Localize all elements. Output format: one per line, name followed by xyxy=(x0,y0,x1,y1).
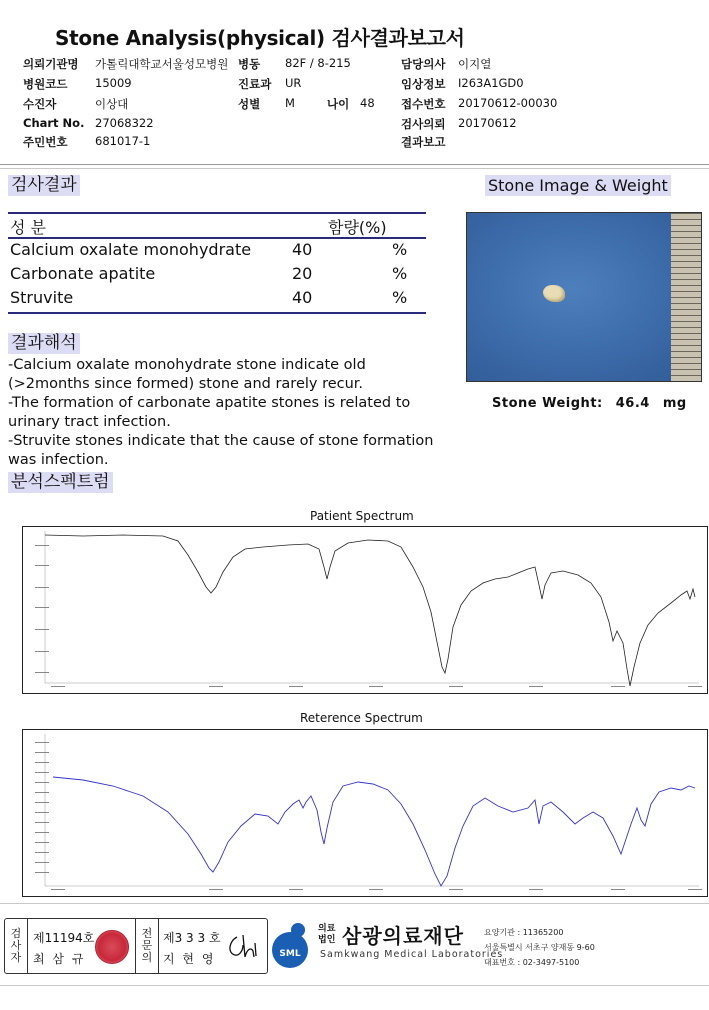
sex-label: 성별 xyxy=(238,97,261,111)
receipt-label: 접수번호 xyxy=(401,97,446,111)
specialist-number: 제3 3 3 호 xyxy=(163,931,221,945)
dept-value: UR xyxy=(285,76,302,90)
inspector-number: 제11194호 xyxy=(33,931,95,945)
results-rule-mid xyxy=(8,237,426,239)
inspector-seal xyxy=(95,930,129,964)
patient-spectrum-line xyxy=(45,535,695,686)
interpretation-line: -Struvite stones indicate that the cause of stone formation xyxy=(8,433,434,449)
inspector-name: 최 삼 규 xyxy=(33,952,86,966)
result-name: Calcium oxalate monohydrate xyxy=(10,240,252,259)
org-prefix xyxy=(318,924,335,946)
request-label: 검사의뢰 xyxy=(401,117,446,131)
result-unit: % xyxy=(392,240,408,259)
org-name: 삼광의료재단 xyxy=(342,924,464,948)
sml-logo-icon xyxy=(268,920,312,972)
interpretation-line: was infection. xyxy=(8,452,109,468)
interpretation-text xyxy=(8,356,448,470)
stone-specimen xyxy=(543,285,565,302)
org-phone: 대표번호 : 02-3497-5100 xyxy=(484,958,580,967)
clinical-label: 임상정보 xyxy=(401,77,446,91)
interpretation-section-title: 결과해석 xyxy=(8,333,80,354)
spectrum-divider xyxy=(0,903,709,904)
reference-axis-ticks xyxy=(45,734,699,886)
request-value: 20170612 xyxy=(458,116,517,130)
results-rule-bottom xyxy=(8,312,426,314)
ruler-scale xyxy=(671,213,701,381)
hospital-code-value: 15009 xyxy=(95,76,132,90)
hospital-code-label: 병원코드 xyxy=(23,77,68,91)
sex-value: M xyxy=(285,96,295,110)
patient-spectrum-svg xyxy=(23,527,707,693)
header-divider xyxy=(0,164,709,165)
report-title: Stone Analysis(physical) 검사결과보고서 xyxy=(55,26,465,50)
reference-spectrum-chart xyxy=(22,729,708,897)
interpretation-line: urinary tract infection. xyxy=(8,414,171,430)
stone-photo xyxy=(466,212,702,382)
care-org-number: 요양기관 : 11365200 xyxy=(484,928,564,937)
signature-box xyxy=(4,918,268,974)
specialist-role-char: 의 xyxy=(141,951,153,964)
patient-axis-ticks xyxy=(45,531,699,683)
institution-label: 의뢰기관명 xyxy=(23,57,79,71)
institution-value: 가톨릭대학교서울성모병원 xyxy=(95,57,229,71)
ward-value: 82F / 8-215 xyxy=(285,56,351,70)
result-value: 40 xyxy=(292,240,313,259)
org-contact xyxy=(484,925,595,970)
reference-spectrum-svg xyxy=(23,730,707,896)
patient-tick-marks xyxy=(35,545,702,687)
inspector-role-cell xyxy=(5,919,28,973)
specialist-role-char: 문 xyxy=(141,939,153,952)
result-name: Struvite xyxy=(10,288,74,307)
col-component-header: 성 분 xyxy=(10,218,46,237)
doctor-label: 담당의사 xyxy=(401,57,446,71)
stone-weight-label: Stone Weight: xyxy=(492,396,603,411)
rrn-label: 주민번호 xyxy=(23,135,68,149)
reference-tick-marks xyxy=(35,742,702,890)
result-unit: % xyxy=(392,288,408,307)
rrn-value: 681017-1 xyxy=(95,134,151,148)
org-address: 서울특별시 서초구 양재동 9-60 xyxy=(484,943,595,952)
org-english-name: Samkwang Medical Laboratories xyxy=(320,949,504,960)
interpretation-line: -The formation of carbonate apatite stones is related to xyxy=(8,395,411,411)
patient-spectrum-title: Patient Spectrum xyxy=(310,509,414,523)
inspector-role-char: 자 xyxy=(10,951,22,964)
inspector-role-char: 검 xyxy=(10,927,22,940)
header-divider-2 xyxy=(0,168,709,169)
clinical-value: I263A1GD0 xyxy=(458,76,524,90)
stone-weight-unit: mg xyxy=(662,396,687,411)
receipt-value: 20170612-00030 xyxy=(458,96,558,110)
chart-value: 27068322 xyxy=(95,116,154,130)
specialist-role-cell xyxy=(135,919,159,973)
patient-spectrum-chart xyxy=(22,526,708,694)
reference-spectrum-title: Reterence Spectrum xyxy=(300,711,423,725)
org-prefix-top: 의료 xyxy=(318,924,336,934)
specialist-name: 지 현 영 xyxy=(163,952,216,966)
stone-weight xyxy=(492,396,687,411)
result-unit: % xyxy=(392,264,408,283)
image-section-title: Stone Image & Weight xyxy=(485,175,671,196)
chart-label: Chart No. xyxy=(23,116,85,130)
col-content-header: 함량(%) xyxy=(328,218,387,237)
report-date-label: 결과보고 xyxy=(401,135,446,149)
reference-spectrum-line xyxy=(53,777,695,886)
specialist-signature xyxy=(223,931,261,961)
results-rule-top xyxy=(8,212,426,214)
doctor-value: 이지열 xyxy=(458,57,492,71)
dept-label: 진료과 xyxy=(238,77,272,91)
org-prefix-bottom: 법인 xyxy=(318,935,336,945)
sml-logo-text: SML xyxy=(279,949,301,959)
patient-label: 수진자 xyxy=(23,97,57,111)
ward-label: 병동 xyxy=(238,57,261,71)
specialist-role-char: 전 xyxy=(141,927,153,940)
spectrum-section-title: 분석스펙트럼 xyxy=(8,472,113,493)
patient-value: 이상대 xyxy=(95,97,129,111)
interpretation-line: -Calcium oxalate monohydrate stone indicate old xyxy=(8,357,366,373)
age-value: 48 xyxy=(360,96,375,110)
result-value: 20 xyxy=(292,264,313,283)
result-value: 40 xyxy=(292,288,313,307)
result-name: Carbonate apatite xyxy=(10,264,156,283)
results-section-title: 검사결과 xyxy=(8,175,80,196)
footer-divider xyxy=(0,985,709,986)
interpretation-line: (>2months since formed) stone and rarely recur. xyxy=(8,376,364,392)
inspector-role-char: 사 xyxy=(10,939,22,952)
stone-weight-value: 46.4 xyxy=(615,396,650,411)
age-label: 나이 xyxy=(327,97,350,111)
